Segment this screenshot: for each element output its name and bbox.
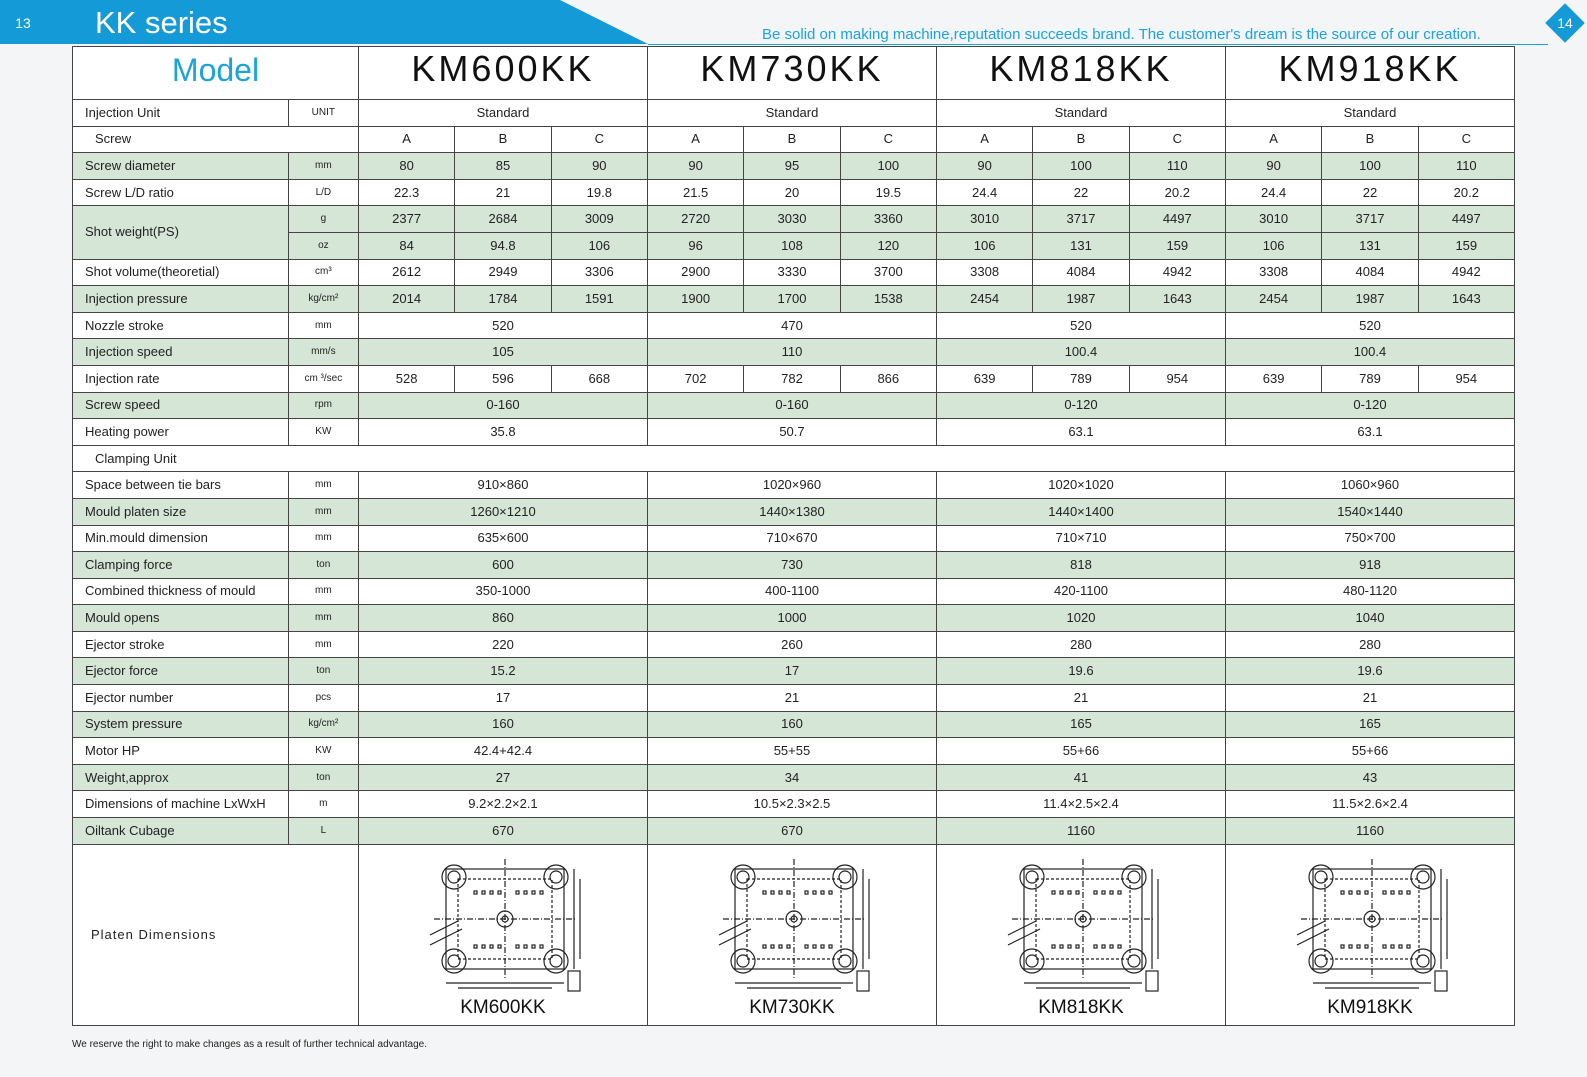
row-unit: kg/cm²	[288, 711, 358, 738]
value-cell: 596	[455, 365, 551, 392]
value-cell: 100	[1322, 153, 1418, 180]
platen-cell	[647, 844, 936, 1025]
value-cell: 350-1000	[358, 578, 647, 605]
value-cell: 96	[647, 232, 743, 259]
value-cell: 165	[1225, 711, 1514, 738]
row-unit: pcs	[288, 685, 358, 712]
value-cell: 2949	[455, 259, 551, 286]
value-cell: 21	[647, 685, 936, 712]
row-unit: ton	[288, 764, 358, 791]
value-cell: 160	[358, 711, 647, 738]
value-cell: 110	[1418, 153, 1514, 180]
injection-unit-label: Injection Unit	[73, 100, 289, 127]
value-cell: 1987	[1322, 286, 1418, 313]
value-cell: 17	[647, 658, 936, 685]
value-cell: 120	[840, 232, 936, 259]
value-cell: 4084	[1322, 259, 1418, 286]
spec-row	[73, 711, 1515, 738]
standard-label: Standard	[936, 100, 1225, 127]
row-label: Oiltank Cubage	[73, 818, 289, 845]
row-label: Clamping force	[73, 552, 289, 579]
value-cell: 789	[1033, 365, 1129, 392]
value-cell: 159	[1418, 232, 1514, 259]
value-cell: 1040	[1225, 605, 1514, 632]
value-cell: 20.2	[1129, 179, 1225, 206]
injection-unit-row	[73, 100, 1515, 127]
value-cell: 35.8	[358, 419, 647, 446]
screw-type: B	[1033, 126, 1129, 153]
spec-row	[73, 419, 1515, 446]
value-cell: 85	[455, 153, 551, 180]
value-cell: 3717	[1322, 206, 1418, 233]
value-cell: 260	[647, 631, 936, 658]
clamping-unit-label: Clamping Unit	[73, 445, 1515, 472]
value-cell: 710×670	[647, 525, 936, 552]
row-unit: mm	[288, 498, 358, 525]
spec-row	[73, 605, 1515, 632]
model-label	[73, 47, 359, 100]
value-cell: 2720	[647, 206, 743, 233]
platen-drawing-icon	[996, 851, 1166, 999]
value-cell: 24.4	[936, 179, 1032, 206]
spec-row	[73, 153, 1515, 180]
row-label: Shot volume(theoretial)	[73, 259, 289, 286]
model-name: KM730KK	[700, 48, 884, 89]
value-cell: 860	[358, 605, 647, 632]
value-cell: 420-1100	[936, 578, 1225, 605]
value-cell: 400-1100	[647, 578, 936, 605]
spec-row	[73, 179, 1515, 206]
row-unit: mm	[288, 525, 358, 552]
row-unit: mm	[288, 312, 358, 339]
platen-cell	[358, 844, 647, 1025]
value-cell: 1020	[936, 605, 1225, 632]
value-cell: 90	[647, 153, 743, 180]
spec-row	[73, 791, 1515, 818]
row-unit: m	[288, 791, 358, 818]
value-cell: 0-120	[936, 392, 1225, 419]
spec-row	[73, 818, 1515, 845]
screw-type: A	[1225, 126, 1321, 153]
value-cell: 19.6	[936, 658, 1225, 685]
value-cell: 2612	[358, 259, 454, 286]
model-name-3	[1225, 47, 1514, 100]
model-name: KM600KK	[411, 48, 595, 89]
value-cell: 910×860	[358, 472, 647, 499]
row-unit: mm/s	[288, 339, 358, 366]
screw-type: B	[455, 126, 551, 153]
value-cell: 19.8	[551, 179, 647, 206]
value-cell: 63.1	[936, 419, 1225, 446]
value-cell: 27	[358, 764, 647, 791]
value-cell: 635×600	[358, 525, 647, 552]
screw-type: C	[551, 126, 647, 153]
value-cell: 1260×1210	[358, 498, 647, 525]
value-cell: 4942	[1129, 259, 1225, 286]
value-cell: 34	[647, 764, 936, 791]
value-cell: 0-160	[358, 392, 647, 419]
value-cell: 9.2×2.2×2.1	[358, 791, 647, 818]
value-cell: 730	[647, 552, 936, 579]
value-cell: 4497	[1418, 206, 1514, 233]
value-cell: 95	[744, 153, 840, 180]
row-unit: ton	[288, 658, 358, 685]
value-cell: 11.5×2.6×2.4	[1225, 791, 1514, 818]
value-cell: 280	[1225, 631, 1514, 658]
value-cell: 789	[1322, 365, 1418, 392]
row-label: Mould platen size	[73, 498, 289, 525]
value-cell: 1020×1020	[936, 472, 1225, 499]
value-cell: 55+66	[936, 738, 1225, 765]
value-cell: 1900	[647, 286, 743, 313]
value-cell: 1440×1380	[647, 498, 936, 525]
value-cell: 4942	[1418, 259, 1514, 286]
screw-type: A	[358, 126, 454, 153]
value-cell: 106	[551, 232, 647, 259]
screw-type: B	[744, 126, 840, 153]
row-label: Screw diameter	[73, 153, 289, 180]
page-number-right: 14	[1545, 3, 1585, 43]
value-cell: 20.2	[1418, 179, 1514, 206]
value-cell: 668	[551, 365, 647, 392]
row-label: Shot weight(PS)	[73, 206, 289, 259]
row-label: Min.mould dimension	[73, 525, 289, 552]
value-cell: 106	[936, 232, 1032, 259]
value-cell: 3010	[936, 206, 1032, 233]
footnote: We reserve the right to make changes as a result of further technical advantage.	[72, 1039, 428, 1050]
value-cell: 4084	[1033, 259, 1129, 286]
value-cell: 3717	[1033, 206, 1129, 233]
row-unit: mm	[288, 153, 358, 180]
unit-header: UNIT	[288, 100, 358, 127]
value-cell: 1987	[1033, 286, 1129, 313]
value-cell: 22	[1033, 179, 1129, 206]
value-cell: 110	[647, 339, 936, 366]
value-cell: 710×710	[936, 525, 1225, 552]
row-unit: cm ³/sec	[288, 365, 358, 392]
row-label: Nozzle stroke	[73, 312, 289, 339]
value-cell: 1591	[551, 286, 647, 313]
value-cell: 1540×1440	[1225, 498, 1514, 525]
row-label: Injection rate	[73, 365, 289, 392]
standard-label: Standard	[647, 100, 936, 127]
tagline: Be solid on making machine,reputation succeeds brand. The customer's dream is the source of our creation.	[762, 26, 1481, 43]
top-banner	[0, 0, 1587, 47]
value-cell: 22.3	[358, 179, 454, 206]
model-row	[73, 47, 1515, 100]
row-label: Heating power	[73, 419, 289, 446]
spec-row	[73, 764, 1515, 791]
value-cell: 0-120	[1225, 392, 1514, 419]
value-cell: 90	[936, 153, 1032, 180]
value-cell: 41	[936, 764, 1225, 791]
spec-row	[73, 312, 1515, 339]
value-cell: 63.1	[1225, 419, 1514, 446]
platen-model-name: KM818KK	[1038, 996, 1124, 1018]
value-cell: 2900	[647, 259, 743, 286]
spec-row	[73, 365, 1515, 392]
value-cell: 165	[936, 711, 1225, 738]
spec-row	[73, 206, 1515, 233]
value-cell: 3360	[840, 206, 936, 233]
row-unit: L	[288, 818, 358, 845]
value-cell: 15.2	[358, 658, 647, 685]
value-cell: 3308	[936, 259, 1032, 286]
spec-row	[73, 498, 1515, 525]
value-cell: 2377	[358, 206, 454, 233]
row-unit: KW	[288, 738, 358, 765]
spec-row	[73, 392, 1515, 419]
row-unit: mm	[288, 578, 358, 605]
value-cell: 20	[744, 179, 840, 206]
value-cell: 100	[1033, 153, 1129, 180]
value-cell: 100.4	[1225, 339, 1514, 366]
platen-model-name: KM600KK	[460, 996, 546, 1018]
value-cell: 3030	[744, 206, 840, 233]
value-cell: 220	[358, 631, 647, 658]
row-label: Motor HP	[73, 738, 289, 765]
model-label-text: Model	[171, 51, 260, 88]
value-cell: 1160	[1225, 818, 1514, 845]
value-cell: 520	[358, 312, 647, 339]
spec-row	[73, 738, 1515, 765]
row-label: Injection pressure	[73, 286, 289, 313]
value-cell: 131	[1033, 232, 1129, 259]
value-cell: 528	[358, 365, 454, 392]
spec-row	[73, 658, 1515, 685]
model-name: KM818KK	[989, 48, 1173, 89]
value-cell: 17	[358, 685, 647, 712]
row-unit: mm	[288, 631, 358, 658]
page-number-left: 13	[3, 3, 43, 43]
value-cell: 1160	[936, 818, 1225, 845]
screw-type: A	[936, 126, 1032, 153]
spec-row	[73, 631, 1515, 658]
platen-cell	[1225, 844, 1514, 1025]
platen-drawing-icon	[418, 851, 588, 999]
value-cell: 1000	[647, 605, 936, 632]
spec-row	[73, 286, 1515, 313]
row-label: Screw L/D ratio	[73, 179, 289, 206]
value-cell: 750×700	[1225, 525, 1514, 552]
value-cell: 600	[358, 552, 647, 579]
platen-row	[73, 844, 1515, 1025]
screw-row	[73, 126, 1515, 153]
row-unit: KW	[288, 419, 358, 446]
value-cell: 470	[647, 312, 936, 339]
row-label: Ejector stroke	[73, 631, 289, 658]
value-cell: 1060×960	[1225, 472, 1514, 499]
row-label: Dimensions of machine LxWxH	[73, 791, 289, 818]
value-cell: 100.4	[936, 339, 1225, 366]
spec-row	[73, 232, 1515, 259]
value-cell: 866	[840, 365, 936, 392]
value-cell: 42.4+42.4	[358, 738, 647, 765]
value-cell: 918	[1225, 552, 1514, 579]
value-cell: 1538	[840, 286, 936, 313]
spec-row	[73, 472, 1515, 499]
value-cell: 3330	[744, 259, 840, 286]
model-name-1	[647, 47, 936, 100]
spec-row	[73, 578, 1515, 605]
spec-table	[72, 46, 1515, 1026]
standard-label: Standard	[1225, 100, 1514, 127]
value-cell: 24.4	[1225, 179, 1321, 206]
row-label: Space between tie bars	[73, 472, 289, 499]
value-cell: 702	[647, 365, 743, 392]
platen-label: Platen Dimensions	[73, 844, 359, 1025]
value-cell: 280	[936, 631, 1225, 658]
row-unit: L/D	[288, 179, 358, 206]
value-cell: 480-1120	[1225, 578, 1514, 605]
value-cell: 2454	[936, 286, 1032, 313]
screw-type: A	[647, 126, 743, 153]
row-unit: ton	[288, 552, 358, 579]
value-cell: 55+55	[647, 738, 936, 765]
value-cell: 1440×1400	[936, 498, 1225, 525]
row-unit: mm	[288, 472, 358, 499]
value-cell: 160	[647, 711, 936, 738]
spec-row	[73, 259, 1515, 286]
value-cell: 21	[936, 685, 1225, 712]
value-cell: 1643	[1129, 286, 1225, 313]
row-label: System pressure	[73, 711, 289, 738]
value-cell: 818	[936, 552, 1225, 579]
row-label: Weight,approx	[73, 764, 289, 791]
value-cell: 90	[1225, 153, 1321, 180]
row-unit: cm³	[288, 259, 358, 286]
row-label: Injection speed	[73, 339, 289, 366]
platen-model-name: KM730KK	[749, 996, 835, 1018]
value-cell: 4497	[1129, 206, 1225, 233]
value-cell: 11.4×2.5×2.4	[936, 791, 1225, 818]
spec-row	[73, 685, 1515, 712]
spec-row	[73, 339, 1515, 366]
value-cell: 3700	[840, 259, 936, 286]
model-name-2	[936, 47, 1225, 100]
platen-drawing-icon	[1285, 851, 1455, 999]
tagline-rule	[648, 44, 1548, 45]
screw-type: C	[1418, 126, 1514, 153]
value-cell: 639	[1225, 365, 1321, 392]
value-cell: 90	[551, 153, 647, 180]
row-label: Ejector force	[73, 658, 289, 685]
value-cell: 3010	[1225, 206, 1321, 233]
row-unit: mm	[288, 605, 358, 632]
row-unit: g	[288, 206, 358, 233]
row-label: Screw speed	[73, 392, 289, 419]
value-cell: 106	[1225, 232, 1321, 259]
value-cell: 159	[1129, 232, 1225, 259]
standard-label: Standard	[358, 100, 647, 127]
screw-label: Screw	[73, 126, 359, 153]
value-cell: 10.5×2.3×2.5	[647, 791, 936, 818]
row-label: Combined thickness of mould	[73, 578, 289, 605]
value-cell: 2684	[455, 206, 551, 233]
value-cell: 670	[358, 818, 647, 845]
value-cell: 80	[358, 153, 454, 180]
value-cell: 782	[744, 365, 840, 392]
value-cell: 520	[936, 312, 1225, 339]
series-title: KK series	[95, 5, 228, 40]
value-cell: 2454	[1225, 286, 1321, 313]
screw-type: C	[840, 126, 936, 153]
value-cell: 21	[1225, 685, 1514, 712]
value-cell: 131	[1322, 232, 1418, 259]
value-cell: 520	[1225, 312, 1514, 339]
value-cell: 22	[1322, 179, 1418, 206]
clamping-unit-row	[73, 445, 1515, 472]
value-cell: 1643	[1418, 286, 1514, 313]
value-cell: 954	[1129, 365, 1225, 392]
value-cell: 21	[455, 179, 551, 206]
value-cell: 2014	[358, 286, 454, 313]
value-cell: 108	[744, 232, 840, 259]
model-name: KM918KK	[1278, 48, 1462, 89]
value-cell: 0-160	[647, 392, 936, 419]
value-cell: 55+66	[1225, 738, 1514, 765]
value-cell: 21.5	[647, 179, 743, 206]
model-name-0	[358, 47, 647, 100]
row-label: Mould opens	[73, 605, 289, 632]
screw-type: B	[1322, 126, 1418, 153]
value-cell: 105	[358, 339, 647, 366]
spec-row	[73, 525, 1515, 552]
value-cell: 1784	[455, 286, 551, 313]
value-cell: 19.6	[1225, 658, 1514, 685]
value-cell: 3009	[551, 206, 647, 233]
platen-cell	[936, 844, 1225, 1025]
value-cell: 954	[1418, 365, 1514, 392]
value-cell: 43	[1225, 764, 1514, 791]
row-unit: rpm	[288, 392, 358, 419]
value-cell: 84	[358, 232, 454, 259]
value-cell: 94.8	[455, 232, 551, 259]
value-cell: 3306	[551, 259, 647, 286]
spec-row	[73, 552, 1515, 579]
platen-drawing-icon	[707, 851, 877, 999]
value-cell: 19.5	[840, 179, 936, 206]
value-cell: 1020×960	[647, 472, 936, 499]
value-cell: 1700	[744, 286, 840, 313]
value-cell: 639	[936, 365, 1032, 392]
value-cell: 50.7	[647, 419, 936, 446]
platen-model-name: KM918KK	[1327, 996, 1413, 1018]
row-unit: oz	[288, 232, 358, 259]
value-cell: 3308	[1225, 259, 1321, 286]
value-cell: 110	[1129, 153, 1225, 180]
value-cell: 100	[840, 153, 936, 180]
row-label: Ejector number	[73, 685, 289, 712]
screw-type: C	[1129, 126, 1225, 153]
row-unit: kg/cm²	[288, 286, 358, 313]
value-cell: 670	[647, 818, 936, 845]
